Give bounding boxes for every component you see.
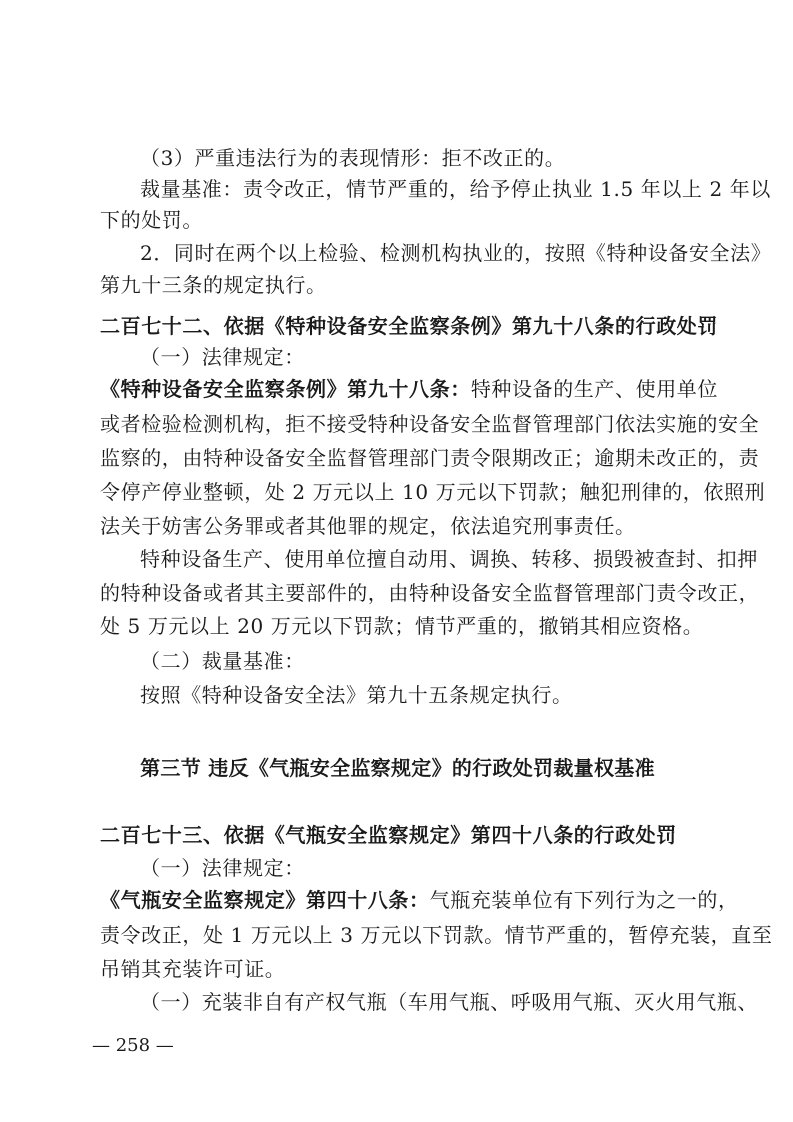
sub-heading: （一）法律规定： [140,345,305,369]
law-citation: 《气瓶安全监察规定》第四十八条： [100,888,430,912]
paragraph-line: 第九十三条的规定执行。 [100,273,327,297]
paragraph-line [100,885,739,915]
paragraph-line: 责令改正，处 1 万元以上 3 万元以下罚款。情节严重的，暂停充装，直至 [100,923,773,947]
paragraph-line: 特种设备生产、使用单位擅自动用、调换、转移、损毁被查封、扣押 [140,547,758,571]
law-citation: 《特种设备安全监察条例》第九十八条： [100,377,471,401]
paragraph-line: 按照《特种设备安全法》第九十五条规定执行。 [140,683,573,707]
law-text: 特种设备的生产、使用单位 [470,377,719,401]
paragraph-line [100,374,719,404]
paragraph-line: 下的处罚。 [100,208,203,232]
sub-heading: （二）裁量基准： [140,649,305,673]
paragraph-line: 的特种设备或者其主要部件的，由特种设备安全监督管理部门责令改正， [100,581,760,605]
page-number: — 258 — [92,1035,174,1056]
paragraph-line: （3）严重违法行为的表现情形：拒不改正的。 [140,146,566,170]
article-heading: 二百七十三、依据《气瓶安全监察规定》第四十八条的行政处罚 [100,823,677,847]
paragraph-line: 裁量基准：责令改正，情节严重的，给予停止执业 1.5 年以上 2 年以 [140,177,771,201]
law-text: 气瓶充装单位有下列行为之一的， [429,888,739,912]
sub-heading: （一）法律规定： [140,856,305,880]
section-title: 第三节 违反《气瓶安全监察规定》的行政处罚裁量权基准 [140,756,655,780]
paragraph-line: 或者检验检测机构，拒不接受特种设备安全监督管理部门依法实施的安全 [100,412,760,436]
article-heading: 二百七十二、依据《特种设备安全监察条例》第九十八条的行政处罚 [100,314,718,338]
paragraph-line: 2．同时在两个以上检验、检测机构执业的，按照《特种设备安全法》 [140,241,772,265]
paragraph-line: 法关于妨害公务罪或者其他罪的规定，依法追究刑事责任。 [100,514,636,538]
paragraph-line: （一）充装非自有产权气瓶（车用气瓶、呼吸用气瓶、灭火用气瓶、 [140,990,758,1014]
paragraph-line: 吊销其充装许可证。 [100,957,286,981]
paragraph-line: 处 5 万元以上 20 万元以下罚款；情节严重的，撤销其相应资格。 [100,614,704,638]
paragraph-line: 令停产停业整顿，处 2 万元以上 10 万元以下罚款；触犯刑律的，依照刑 [100,480,766,504]
paragraph-line: 监察的，由特种设备安全监督管理部门责令限期改正；逾期未改正的，责 [100,446,760,470]
